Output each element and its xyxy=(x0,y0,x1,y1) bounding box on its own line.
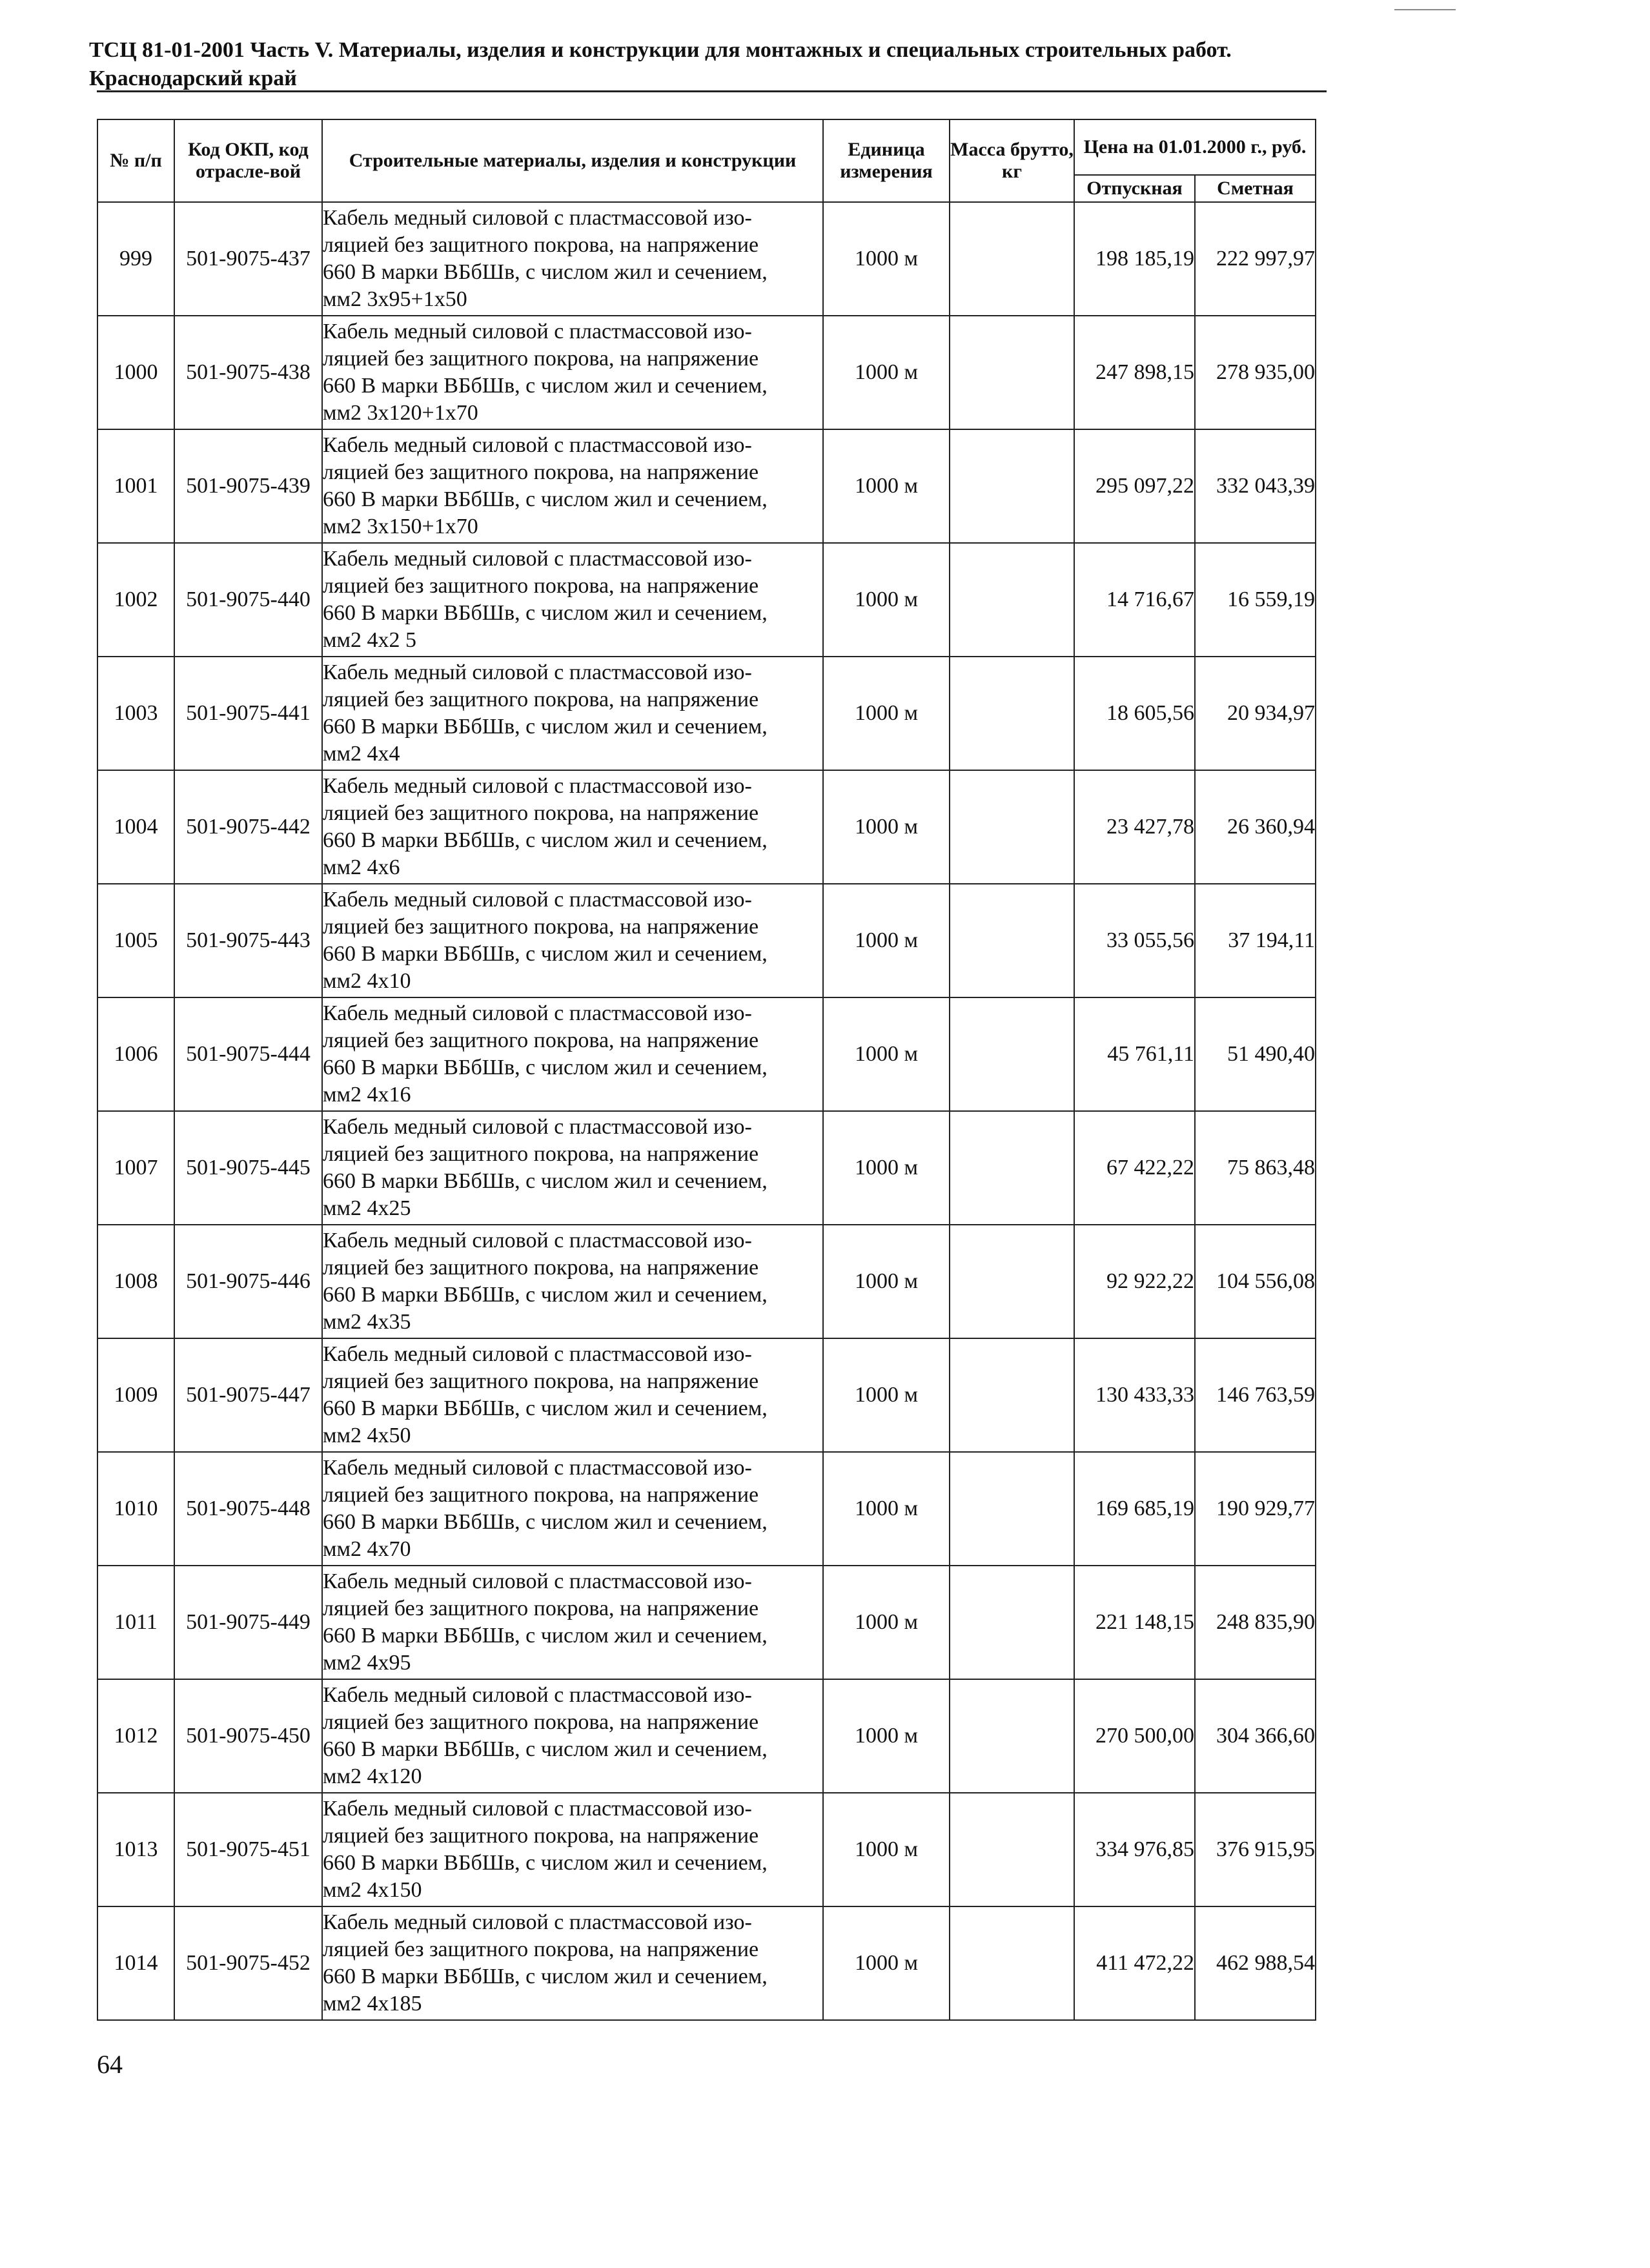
row-unit: 1000 м xyxy=(823,770,950,884)
row-okp-code: 501-9075-437 xyxy=(174,202,322,316)
material-name-line: ляцией без защитного покрова, на напряжение xyxy=(323,460,759,484)
material-name-line: ляцией без защитного покрова, на напряжение xyxy=(323,801,759,825)
row-okp-code: 501-9075-439 xyxy=(174,429,322,543)
material-name-line: Кабель медный силовой с пластмассовой изо- xyxy=(323,774,752,798)
row-okp-code: 501-9075-443 xyxy=(174,884,322,997)
material-name-line: мм2 4х35 xyxy=(323,1310,411,1334)
material-name-line: 660 В марки ВБбШв, с числом жил и сечением, xyxy=(323,1624,768,1648)
material-name-line: Кабель медный силовой с пластмассовой изо- xyxy=(323,433,752,457)
header-price-release: Отпускная xyxy=(1074,175,1195,202)
row-material-name xyxy=(322,202,823,316)
row-okp-code: 501-9075-452 xyxy=(174,1906,322,2020)
material-name-line: ляцией без защитного покрова, на напряжение xyxy=(323,688,759,711)
row-price-estimate: 462 988,54 xyxy=(1195,1906,1316,2020)
material-name-line: Кабель медный силовой с пластмассовой изо- xyxy=(323,1910,752,1934)
material-name-line: 660 В марки ВБбШв, с числом жил и сечением, xyxy=(323,1169,768,1193)
row-okp-code: 501-9075-449 xyxy=(174,1566,322,1679)
row-material-name xyxy=(322,1793,823,1906)
material-name-line: Кабель медный силовой с пластмассовой изо- xyxy=(323,547,752,571)
corner-scan-rule xyxy=(1394,9,1456,10)
row-price-release: 67 422,22 xyxy=(1074,1111,1195,1225)
row-unit: 1000 м xyxy=(823,1679,950,1793)
material-name-line: мм2 4х25 xyxy=(323,1196,411,1220)
row-price-release: 198 185,19 xyxy=(1074,202,1195,316)
material-name-line: ляцией без защитного покрова, на напряжение xyxy=(323,1937,759,1961)
row-material-name xyxy=(322,1338,823,1452)
row-unit: 1000 м xyxy=(823,1566,950,1679)
row-material-name xyxy=(322,657,823,770)
material-name-line: мм2 3х150+1х70 xyxy=(323,515,478,538)
row-unit: 1000 м xyxy=(823,316,950,429)
row-number: 999 xyxy=(97,202,174,316)
material-name-line: мм2 4х150 xyxy=(323,1878,422,1902)
header-code: Код ОКП, код отрасле-вой xyxy=(174,119,322,202)
row-okp-code: 501-9075-438 xyxy=(174,316,322,429)
row-price-release: 92 922,22 xyxy=(1074,1225,1195,1338)
material-name-line: 660 В марки ВБбШв, с числом жил и сечением, xyxy=(323,1283,768,1307)
row-number: 1005 xyxy=(97,884,174,997)
page-number: 64 xyxy=(97,2050,123,2079)
material-name-line: мм2 4х6 xyxy=(323,855,400,879)
row-price-estimate: 16 559,19 xyxy=(1195,543,1316,657)
material-name-line: ляцией без защитного покрова, на напряжение xyxy=(323,1369,759,1393)
header-name: Строительные материалы, изделия и конструкции xyxy=(322,119,823,202)
row-number: 1013 xyxy=(97,1793,174,1906)
row-number: 1010 xyxy=(97,1452,174,1566)
row-unit: 1000 м xyxy=(823,1906,950,2020)
row-price-release: 33 055,56 xyxy=(1074,884,1195,997)
row-mass xyxy=(950,1566,1074,1679)
table-row xyxy=(97,997,1316,1111)
row-mass xyxy=(950,1338,1074,1452)
material-name-line: 660 В марки ВБбШв, с числом жил и сечением, xyxy=(323,828,768,852)
material-name-line: Кабель медный силовой с пластмассовой изо- xyxy=(323,1569,752,1593)
table-row xyxy=(97,316,1316,429)
material-name-line: Кабель медный силовой с пластмассовой изо- xyxy=(323,1001,752,1025)
material-name-line: Кабель медный силовой с пластмассовой изо- xyxy=(323,1115,752,1139)
row-price-release: 334 976,85 xyxy=(1074,1793,1195,1906)
row-price-estimate: 20 934,97 xyxy=(1195,657,1316,770)
row-price-release: 270 500,00 xyxy=(1074,1679,1195,1793)
table-row xyxy=(97,1566,1316,1679)
material-name-line: мм2 3х95+1х50 xyxy=(323,287,467,311)
material-name-line: Кабель медный силовой с пластмассовой изо- xyxy=(323,1229,752,1252)
material-name-line: Кабель медный силовой с пластмассовой изо- xyxy=(323,320,752,343)
material-name-line: 660 В марки ВБбШв, с числом жил и сечением, xyxy=(323,601,768,625)
row-number: 1002 xyxy=(97,543,174,657)
row-unit: 1000 м xyxy=(823,429,950,543)
table-row xyxy=(97,1225,1316,1338)
row-price-release: 23 427,78 xyxy=(1074,770,1195,884)
material-name-line: мм2 4х120 xyxy=(323,1764,422,1788)
table-row xyxy=(97,1338,1316,1452)
row-price-release: 411 472,22 xyxy=(1074,1906,1195,2020)
row-number: 1009 xyxy=(97,1338,174,1452)
row-okp-code: 501-9075-450 xyxy=(174,1679,322,1793)
row-number: 1003 xyxy=(97,657,174,770)
row-unit: 1000 м xyxy=(823,543,950,657)
row-unit: 1000 м xyxy=(823,202,950,316)
material-name-line: 660 В марки ВБбШв, с числом жил и сечением, xyxy=(323,1396,768,1420)
row-number: 1007 xyxy=(97,1111,174,1225)
row-okp-code: 501-9075-446 xyxy=(174,1225,322,1338)
material-name-line: мм2 4х4 xyxy=(323,742,400,766)
row-number: 1000 xyxy=(97,316,174,429)
material-name-line: ляцией без защитного покрова, на напряжение xyxy=(323,1142,759,1166)
material-name-line: Кабель медный силовой с пластмассовой изо- xyxy=(323,1683,752,1707)
row-unit: 1000 м xyxy=(823,1452,950,1566)
material-name-line: мм2 4х2 5 xyxy=(323,628,417,652)
row-unit: 1000 м xyxy=(823,657,950,770)
row-okp-code: 501-9075-444 xyxy=(174,997,322,1111)
row-number: 1012 xyxy=(97,1679,174,1793)
row-mass xyxy=(950,1793,1074,1906)
table-row xyxy=(97,884,1316,997)
row-mass xyxy=(950,997,1074,1111)
row-mass xyxy=(950,429,1074,543)
row-price-release: 18 605,56 xyxy=(1074,657,1195,770)
row-material-name xyxy=(322,1906,823,2020)
header-price-estimate: Сметная xyxy=(1195,175,1316,202)
material-name-line: ляцией без защитного покрова, на напряжение xyxy=(323,233,759,257)
row-material-name xyxy=(322,316,823,429)
material-name-line: 660 В марки ВБбШв, с числом жил и сечением, xyxy=(323,1056,768,1079)
row-price-estimate: 51 490,40 xyxy=(1195,997,1316,1111)
document-header xyxy=(89,36,1380,93)
material-name-line: 660 В марки ВБбШв, с числом жил и сечением, xyxy=(323,1965,768,1988)
row-price-estimate: 26 360,94 xyxy=(1195,770,1316,884)
header-region: Краснодарский край xyxy=(89,66,297,90)
header-title: ТСЦ 81-01-2001 Часть V. Материалы, изделия и конструкции для монтажных и специальных строительных работ. xyxy=(89,38,1232,62)
row-mass xyxy=(950,1111,1074,1225)
row-price-release: 169 685,19 xyxy=(1074,1452,1195,1566)
row-mass xyxy=(950,1225,1074,1338)
material-name-line: ляцией без защитного покрова, на напряжение xyxy=(323,1256,759,1280)
row-number: 1011 xyxy=(97,1566,174,1679)
row-okp-code: 501-9075-447 xyxy=(174,1338,322,1452)
row-okp-code: 501-9075-440 xyxy=(174,543,322,657)
row-unit: 1000 м xyxy=(823,1111,950,1225)
table-row xyxy=(97,770,1316,884)
material-name-line: ляцией без защитного покрова, на напряжение xyxy=(323,574,759,598)
price-table xyxy=(97,119,1316,2021)
material-name-line: мм2 3х120+1х70 xyxy=(323,401,478,425)
header-unit: Единица измерения xyxy=(823,119,950,202)
material-name-line: Кабель медный силовой с пластмассовой изо- xyxy=(323,206,752,230)
material-name-line: Кабель медный силовой с пластмассовой изо- xyxy=(323,1342,752,1366)
row-price-estimate: 37 194,11 xyxy=(1195,884,1316,997)
row-number: 1004 xyxy=(97,770,174,884)
material-name-line: 660 В марки ВБбШв, с числом жил и сечением, xyxy=(323,1510,768,1534)
header-divider xyxy=(97,90,1327,92)
row-okp-code: 501-9075-442 xyxy=(174,770,322,884)
row-material-name xyxy=(322,543,823,657)
row-material-name xyxy=(322,997,823,1111)
row-price-estimate: 248 835,90 xyxy=(1195,1566,1316,1679)
row-okp-code: 501-9075-448 xyxy=(174,1452,322,1566)
row-price-release: 295 097,22 xyxy=(1074,429,1195,543)
material-name-line: ляцией без защитного покрова, на напряжение xyxy=(323,347,759,371)
table-row xyxy=(97,1793,1316,1906)
row-material-name xyxy=(322,1679,823,1793)
row-number: 1008 xyxy=(97,1225,174,1338)
material-name-line: 660 В марки ВБбШв, с числом жил и сечением, xyxy=(323,942,768,966)
row-material-name xyxy=(322,1111,823,1225)
header-mass: Масса брутто, кг xyxy=(950,119,1074,202)
row-unit: 1000 м xyxy=(823,997,950,1111)
header-num: № п/п xyxy=(97,119,174,202)
row-okp-code: 501-9075-445 xyxy=(174,1111,322,1225)
row-mass xyxy=(950,1906,1074,2020)
row-unit: 1000 м xyxy=(823,1225,950,1338)
table-row xyxy=(97,1679,1316,1793)
row-price-release: 221 148,15 xyxy=(1074,1566,1195,1679)
material-name-line: Кабель медный силовой с пластмассовой изо- xyxy=(323,888,752,912)
row-number: 1001 xyxy=(97,429,174,543)
table-row xyxy=(97,1111,1316,1225)
row-unit: 1000 м xyxy=(823,1338,950,1452)
material-name-line: мм2 4х185 xyxy=(323,1992,422,2016)
row-mass xyxy=(950,884,1074,997)
row-number: 1006 xyxy=(97,997,174,1111)
row-material-name xyxy=(322,429,823,543)
row-material-name xyxy=(322,1566,823,1679)
row-number: 1014 xyxy=(97,1906,174,2020)
row-mass xyxy=(950,770,1074,884)
row-material-name xyxy=(322,1452,823,1566)
row-mass xyxy=(950,657,1074,770)
material-name-line: мм2 4х70 xyxy=(323,1537,411,1561)
row-price-release: 130 433,33 xyxy=(1074,1338,1195,1452)
row-price-estimate: 376 915,95 xyxy=(1195,1793,1316,1906)
material-name-line: 660 В марки ВБбШв, с числом жил и сечением, xyxy=(323,1851,768,1875)
row-mass xyxy=(950,202,1074,316)
table-row xyxy=(97,1906,1316,2020)
table-row xyxy=(97,202,1316,316)
material-name-line: мм2 4х16 xyxy=(323,1083,411,1107)
row-material-name xyxy=(322,1225,823,1338)
row-mass xyxy=(950,543,1074,657)
row-price-release: 14 716,67 xyxy=(1074,543,1195,657)
table-body xyxy=(97,202,1316,2020)
row-price-estimate: 104 556,08 xyxy=(1195,1225,1316,1338)
row-price-release: 247 898,15 xyxy=(1074,316,1195,429)
material-name-line: мм2 4х10 xyxy=(323,969,411,993)
header-price: Цена на 01.01.2000 г., руб. xyxy=(1074,119,1316,175)
row-mass xyxy=(950,316,1074,429)
material-name-line: ляцией без защитного покрова, на напряжение xyxy=(323,915,759,939)
row-price-estimate: 146 763,59 xyxy=(1195,1338,1316,1452)
material-name-line: Кабель медный силовой с пластмассовой изо- xyxy=(323,660,752,684)
row-price-estimate: 304 366,60 xyxy=(1195,1679,1316,1793)
material-name-line: ляцией без защитного покрова, на напряжение xyxy=(323,1824,759,1848)
material-name-line: 660 В марки ВБбШв, с числом жил и сечением, xyxy=(323,1737,768,1761)
row-price-release: 45 761,11 xyxy=(1074,997,1195,1111)
material-name-line: 660 В марки ВБбШв, с числом жил и сечением, xyxy=(323,715,768,739)
table-header-row xyxy=(97,119,1316,175)
row-material-name xyxy=(322,770,823,884)
material-name-line: 660 В марки ВБбШв, с числом жил и сечением, xyxy=(323,487,768,511)
material-name-line: 660 В марки ВБбШв, с числом жил и сечением, xyxy=(323,260,768,284)
table-row xyxy=(97,1452,1316,1566)
table-row xyxy=(97,657,1316,770)
row-price-estimate: 190 929,77 xyxy=(1195,1452,1316,1566)
material-name-line: Кабель медный силовой с пластмассовой изо- xyxy=(323,1797,752,1821)
material-name-line: мм2 4х95 xyxy=(323,1651,411,1675)
row-okp-code: 501-9075-451 xyxy=(174,1793,322,1906)
material-name-line: ляцией без защитного покрова, на напряжение xyxy=(323,1483,759,1507)
row-mass xyxy=(950,1679,1074,1793)
row-unit: 1000 м xyxy=(823,884,950,997)
material-name-line: Кабель медный силовой с пластмассовой изо- xyxy=(323,1456,752,1480)
row-price-estimate: 222 997,97 xyxy=(1195,202,1316,316)
row-price-estimate: 332 043,39 xyxy=(1195,429,1316,543)
row-material-name xyxy=(322,884,823,997)
material-name-line: 660 В марки ВБбШв, с числом жил и сечением, xyxy=(323,374,768,398)
row-mass xyxy=(950,1452,1074,1566)
table-row xyxy=(97,543,1316,657)
row-price-estimate: 278 935,00 xyxy=(1195,316,1316,429)
table-row xyxy=(97,429,1316,543)
material-name-line: мм2 4х50 xyxy=(323,1424,411,1447)
row-unit: 1000 м xyxy=(823,1793,950,1906)
material-name-line: ляцией без защитного покрова, на напряжение xyxy=(323,1028,759,1052)
row-price-estimate: 75 863,48 xyxy=(1195,1111,1316,1225)
row-okp-code: 501-9075-441 xyxy=(174,657,322,770)
material-name-line: ляцией без защитного покрова, на напряжение xyxy=(323,1597,759,1620)
material-name-line: ляцией без защитного покрова, на напряжение xyxy=(323,1710,759,1734)
